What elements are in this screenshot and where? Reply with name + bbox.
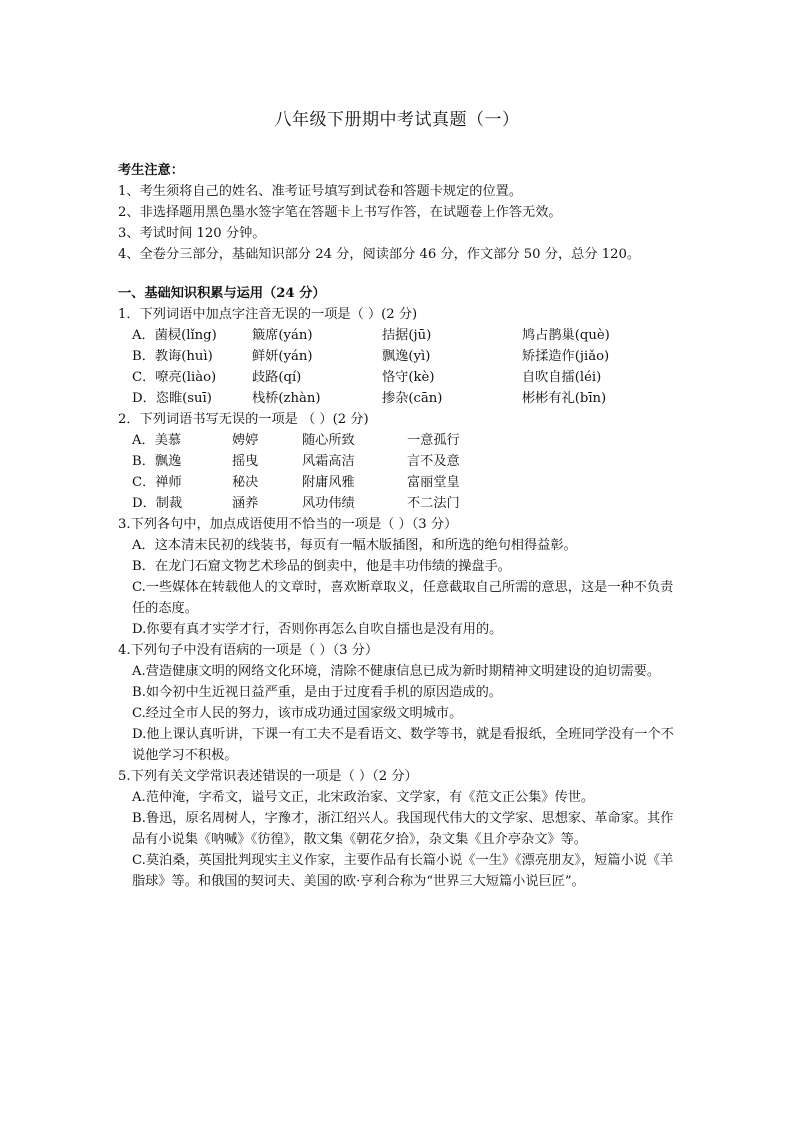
notice-item: 1、考生须将自己的姓名、准考证号填写到试卷和答题卡规定的位置。 <box>118 184 523 199</box>
question-stem: 5.下列有关文学常识表述错误的一项是（ ）（2 分） <box>118 769 418 784</box>
question-option: A.营造健康文明的网络文化环境，清除不健康信息已成为新时期精神文明建设的迫切需要。 <box>132 664 661 679</box>
question-option: C.莫泊桑，英国批判现实主义作家，主要作品有长篇小说《一生》《漂亮朋友》，短篇小说《羊脂球》等。和俄国的契诃夫、美国的欧·亨利合称为“世界三大短篇小说巨匠”。 <box>132 853 674 889</box>
question-option: B.如今初中生近视日益严重，是由于过度看手机的原因造成的。 <box>132 685 502 700</box>
option-term: 附庸风雅 <box>302 475 355 490</box>
option-term: 矫揉造作(jiǎo) <box>522 349 610 364</box>
option-term: D．恣睢(suī) <box>132 391 212 406</box>
question-option-row <box>118 346 678 367</box>
notice-heading: 考生注意： <box>118 163 184 178</box>
option-term: 飘逸(yì) <box>382 349 431 364</box>
option-term: 娉婷 <box>232 433 259 448</box>
option-term: 鲜妍(yán) <box>252 349 313 364</box>
option-term: 秘决 <box>232 475 259 490</box>
question-option: C.一些媒体在转载他人的文章时，喜欢断章取义，任意截取自己所需的意思，这是一种不负责任的态度。 <box>132 580 674 616</box>
option-term: D．制裁 <box>132 496 183 511</box>
option-term: 歧路(qí) <box>252 370 302 385</box>
question-stem: 2．下列词语书写无误的一项是 （ ）(2 分) <box>118 412 369 427</box>
section-heading: 一、基础知识积累与运用（24 分） <box>118 286 326 301</box>
question-option: B．在龙门石窟文物艺术珍品的倒卖中，他是丰功伟绩的操盘手。 <box>132 559 511 574</box>
question-option-row <box>118 388 678 409</box>
option-term: 富丽堂皇 <box>407 475 460 490</box>
option-term: C．禅师 <box>132 475 182 490</box>
option-term: B．飘逸 <box>132 454 182 469</box>
option-term: 掺杂(cān) <box>382 391 443 406</box>
option-term: 簸席(yán) <box>252 328 313 343</box>
notice-item: 2、非选择题用黑色墨水签字笔在答题卡上书写作答，在试题卷上作答无效。 <box>118 205 562 220</box>
option-term: 言不及意 <box>407 454 460 469</box>
question-option: D.你要有真才实学才行，否则你再怎么自吹自擂也是没有用的。 <box>132 622 503 637</box>
option-term: A．美慕 <box>132 433 182 448</box>
option-term: 鸠占鹊巢(què) <box>522 328 610 343</box>
question-option-row <box>118 472 678 493</box>
option-term: 不二法门 <box>407 496 460 511</box>
question-option: B.鲁迅，原名周树人，字豫才，浙江绍兴人。我国现代伟大的文学家、思想家、革命家。其作品有小说集《呐喊》《彷徨》，散文集《朝花夕拾》，杂文集《且介亭杂文》等。 <box>132 811 674 847</box>
option-term: 一意孤行 <box>407 433 460 448</box>
option-term: A．菌棂(lǐng) <box>132 328 217 343</box>
option-term: 栈桥(zhàn) <box>252 391 321 406</box>
option-term: 风霜高洁 <box>302 454 355 469</box>
option-term: B．教诲(huì) <box>132 349 213 364</box>
question-option-row <box>118 325 678 346</box>
question-option-row <box>118 367 678 388</box>
question-option-row <box>118 493 678 514</box>
option-term: C．嘹亮(liào) <box>132 370 217 385</box>
question-option-row <box>118 451 678 472</box>
option-term: 风功伟绩 <box>302 496 355 511</box>
question-option: C.经过全市人民的努力，该市成功通过国家级文明城市。 <box>132 706 463 721</box>
question-option: D.他上课认真听讲，下课一有工夫不是看语文、数学等书，就是看报纸，全班同学没有一个不说他学习不积极。 <box>132 727 674 763</box>
option-term: 摇曳 <box>232 454 259 469</box>
notice-item: 3、考试时间 120 分钟。 <box>118 226 266 241</box>
option-term: 自吹自擂(léi) <box>522 370 602 385</box>
option-term: 随心所致 <box>302 433 355 448</box>
question-option: A.范仲淹，字希文，谥号文正，北宋政治家、文学家，有《范文正公集》传世。 <box>132 790 595 805</box>
option-term: 恪守(kè) <box>382 370 435 385</box>
document-body <box>118 160 678 892</box>
question-stem: 1．下列词语中加点字注音无误的一项是（ ）(2 分) <box>118 307 418 322</box>
page-title: 八年级下册期中考试真题（一） <box>274 110 520 130</box>
option-term: 拮据(jū) <box>382 328 432 343</box>
question-stem: 3.下列各句中，加点成语使用不恰当的一项是（ ）（3 分） <box>118 517 458 532</box>
question-stem: 4.下列句子中没有语病的一项是（ ）（3 分） <box>118 643 379 658</box>
question-option: A．这本清末民初的线装书，每页有一幅木版插图，和所选的绝句相得益彰。 <box>132 538 577 553</box>
option-term: 涵养 <box>232 496 259 511</box>
notice-item: 4、全卷分三部分，基础知识部分 24 分，阅读部分 46 分，作文部分 50 分，总分 120。 <box>118 247 641 262</box>
question-option-row <box>118 430 678 451</box>
option-term: 彬彬有礼(bīn) <box>522 391 607 406</box>
